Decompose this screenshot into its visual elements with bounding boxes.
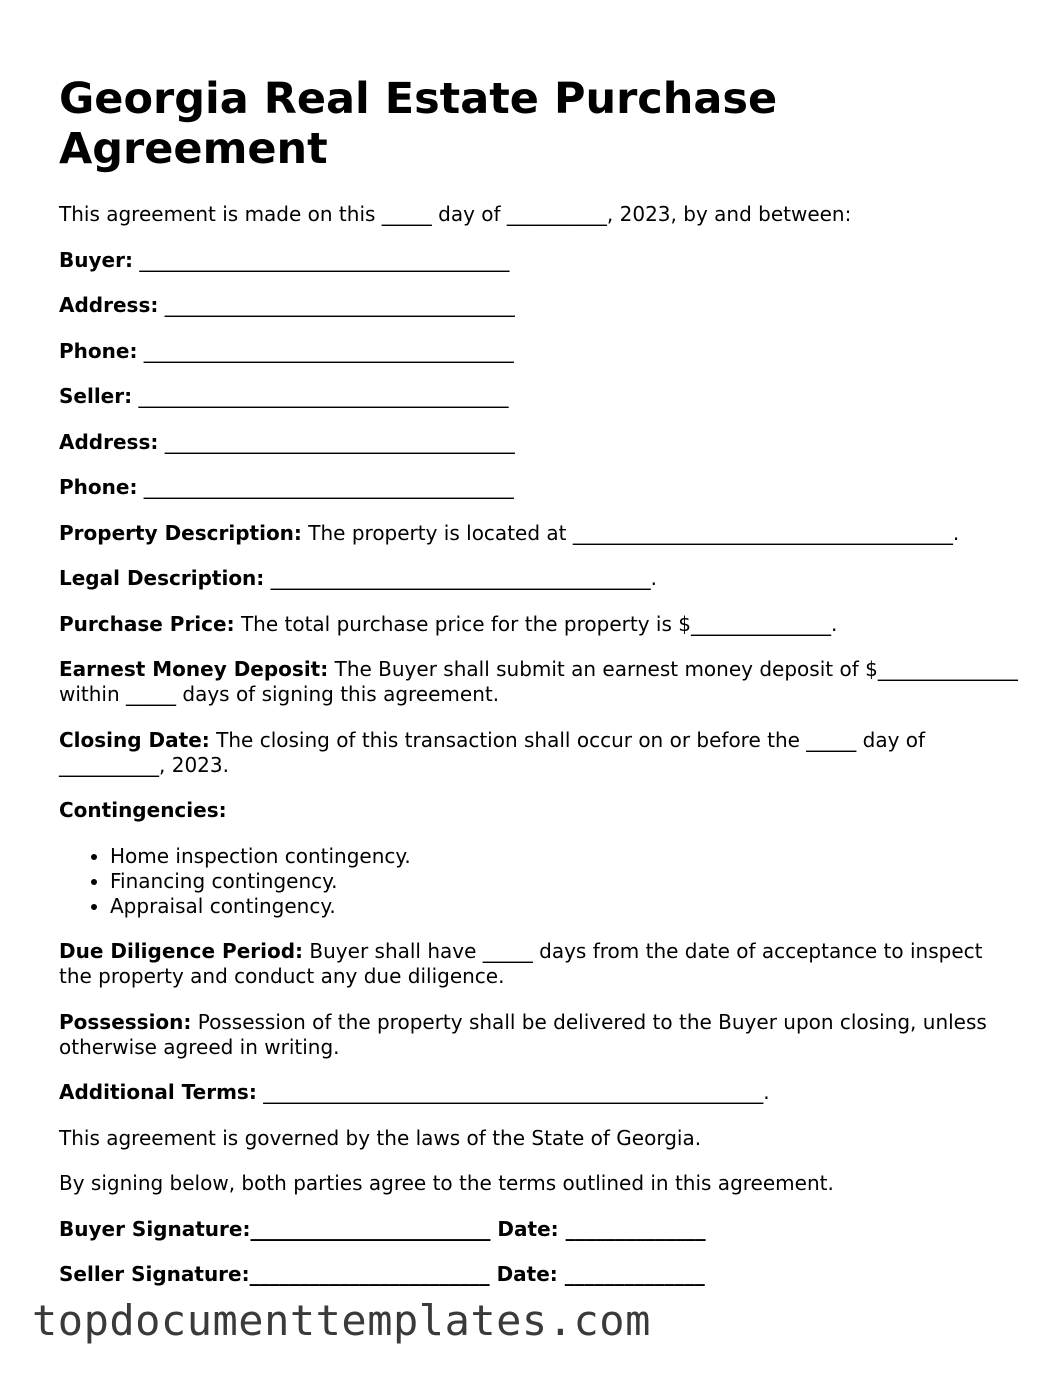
purchase-price	[59, 612, 1019, 637]
legal-text[interactable]: ______________________________________.	[270, 566, 658, 590]
price-label: Purchase Price:	[59, 611, 235, 636]
property-text[interactable]: The property is located at ______________________________________.	[308, 520, 960, 545]
buyer-field[interactable]	[59, 248, 1019, 273]
property-description	[59, 521, 1019, 546]
contingencies-label: Contingencies:	[59, 798, 227, 822]
list-item: • Appraisal contingency.	[110, 894, 1019, 919]
watermark: topdocumenttemplates.com	[32, 1296, 651, 1345]
buyer-label: Buyer:	[59, 247, 133, 272]
due-diligence-text[interactable]: Buyer shall have _____ days from the date of acceptance to inspect the property and conduct any due diligence.	[59, 939, 983, 988]
possession-label: Possession:	[59, 1009, 192, 1034]
seller-address-field[interactable]	[59, 430, 1019, 455]
buyer-phone-blank[interactable]: _____________________________________	[143, 338, 514, 363]
buyer-signature-label[interactable]: Buyer Signature:________________________ Date: ______________	[59, 1216, 706, 1241]
additional-label: Additional Terms:	[59, 1080, 257, 1104]
seller-signature-line[interactable]	[59, 1262, 1019, 1287]
legal-description	[59, 566, 1019, 591]
list-item: • Home inspection contingency.	[110, 844, 1019, 869]
seller-phone-label: Phone:	[59, 475, 138, 499]
earnest-money	[59, 657, 1019, 707]
buyer-phone-label: Phone:	[59, 338, 138, 363]
closing-label: Closing Date:	[59, 727, 210, 752]
additional-text[interactable]: __________________________________________________.	[263, 1080, 770, 1104]
legal-label: Legal Description:	[59, 566, 265, 590]
property-label: Property Description:	[59, 520, 302, 545]
due-diligence-label: Due Diligence Period:	[59, 939, 304, 963]
possession-text: Possession of the property shall be delivered to the Buyer upon closing, unless otherwise agreed in writing.	[59, 1009, 987, 1059]
earnest-text[interactable]: The Buyer shall submit an earnest money deposit of $______________ within _____ days of signing this agreement.	[59, 657, 1018, 706]
buyer-signature-line[interactable]	[59, 1217, 1019, 1242]
closing-text[interactable]: The closing of this transaction shall occur on or before the _____ day of __________, 2023.	[59, 727, 926, 777]
due-diligence	[59, 939, 1019, 989]
possession	[59, 1010, 1019, 1060]
buyer-blank[interactable]: _____________________________________	[139, 247, 510, 272]
list-item: • Financing contingency.	[110, 869, 1019, 894]
intro-text: This agreement is made on this _____ day of __________, 2023, by and between:	[59, 202, 852, 226]
seller-label: Seller:	[59, 384, 133, 408]
signing-statement: By signing below, both parties agree to the terms outlined in this agreement.	[59, 1171, 834, 1195]
seller-blank[interactable]: _____________________________________	[138, 384, 509, 408]
seller-address-label: Address:	[59, 429, 159, 454]
buyer-address-label: Address:	[59, 293, 159, 317]
seller-phone-blank[interactable]: _____________________________________	[143, 475, 514, 499]
additional-terms	[59, 1080, 1019, 1105]
seller-phone-field[interactable]	[59, 475, 1019, 500]
contingencies-list	[59, 844, 1019, 919]
closing-date	[59, 728, 1019, 778]
buyer-address-blank[interactable]: ___________________________________	[164, 293, 515, 317]
buyer-address-field[interactable]	[59, 293, 1019, 318]
contingencies-heading	[59, 798, 1019, 823]
seller-signature-label[interactable]: Seller Signature:________________________ Date: ______________	[59, 1262, 705, 1286]
page-title: Georgia Real Estate Purchase Agreement	[59, 74, 778, 174]
document-page	[59, 74, 1019, 1308]
price-text[interactable]: The total purchase price for the property is $______________.	[240, 611, 838, 636]
seller-field[interactable]	[59, 384, 1019, 409]
buyer-phone-field[interactable]	[59, 339, 1019, 364]
governing-law: This agreement is governed by the laws of the State of Georgia.	[59, 1125, 702, 1150]
earnest-label: Earnest Money Deposit:	[59, 657, 329, 681]
seller-address-blank[interactable]: ___________________________________	[164, 429, 515, 454]
